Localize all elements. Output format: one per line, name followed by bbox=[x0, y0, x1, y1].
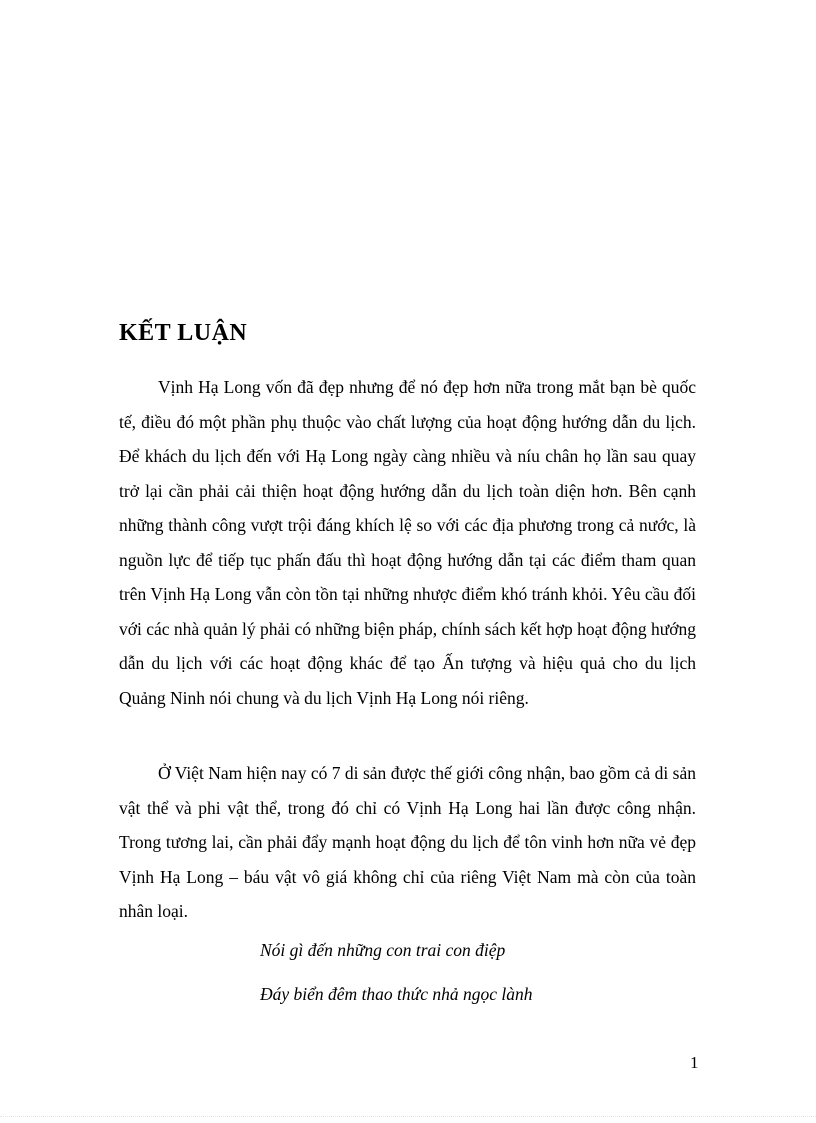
paragraph-1: Vịnh Hạ Long vốn đã đẹp nhưng để nó đẹp hơn nữa trong mắt bạn bè quốc tế, điều đó một phần phụ thuộc vào chất lượng của hoạt động hướng dẫn du lịch. Để khách du lịch đến với Hạ Long ngày càng nhiều và níu chân họ lần sau quay trở lại cần phải cải thiện hoạt động hướng dẫn du lịch toàn diện hơn. Bên cạnh những thành công vượt trội đáng khích lệ so với các địa phương trong cả nước, là nguồn lực để tiếp tục phấn đấu thì hoạt động hướng dẫn tại các điểm tham quan trên Vịnh Hạ Long vẫn còn tồn tại những nhược điểm khó tránh khỏi. Yêu cầu đối với các nhà quản lý phải có những biện pháp, chính sách kết hợp hoạt động hướng dẫn du lịch với các hoạt động khác để tạo Ấn tượng và hiệu quả cho du lịch Quảng Ninh nói chung và du lịch Vịnh Hạ Long nói riêng. bbox=[119, 377, 696, 708]
paragraph-2: Ở Việt Nam hiện nay có 7 di sản được thế giới công nhận, bao gồm cả di sản vật thể và phi vật thể, trong đó chỉ có Vịnh Hạ Long hai lần được công nhận. Trong tương lai, cần phải đẩy mạnh hoạt động du lịch để tôn vinh hơn nữa vẻ đẹp Vịnh Hạ Long – báu vật vô giá không chỉ của riêng Việt Nam mà còn của toàn nhân loại. bbox=[119, 763, 696, 921]
page-number: 1 bbox=[690, 1053, 699, 1072]
page-title: KẾT LUẬN bbox=[119, 320, 248, 346]
page-bottom-edge bbox=[0, 1116, 816, 1117]
verse-line-2: Đáy biển đêm thao thức nhả ngọc lành bbox=[260, 984, 533, 1004]
verse-line-1: Nói gì đến những con trai con điệp bbox=[260, 940, 506, 960]
